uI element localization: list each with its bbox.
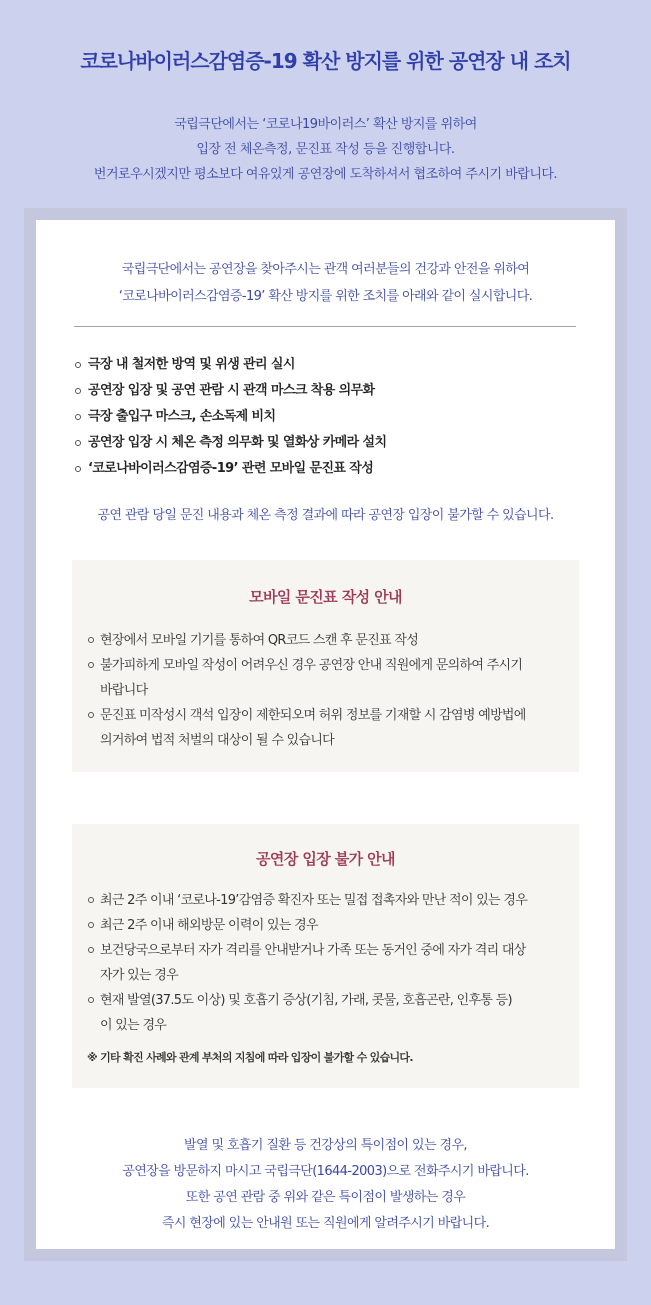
panel-title: 공연장 입장 불가 안내 — [256, 850, 395, 868]
bullet-icon — [75, 466, 81, 472]
panel-note: ※ 기타 확진 사례와 관계 부처의 지침에 따라 입장이 불가할 수 있습니다. — [87, 1051, 413, 1064]
item-line: 의거하여 법적 처벌의 대상이 될 수 있습니다 — [100, 733, 335, 748]
measures-list — [74, 352, 584, 482]
mobile-questionnaire-panel — [72, 560, 579, 772]
page-header — [0, 0, 651, 187]
list-item — [74, 378, 584, 404]
divider — [74, 326, 576, 327]
entry-restriction-panel — [72, 824, 579, 1088]
closing-line: 즉시 현장에 있는 안내원 또는 직원에게 알려주시기 바랍니다. — [161, 1216, 490, 1231]
list-item — [87, 628, 567, 653]
bullet-icon — [75, 388, 81, 394]
list-item — [74, 430, 584, 456]
bullet-icon — [75, 440, 81, 446]
panel-list — [87, 888, 567, 1065]
measure-text: 공연장 입장 시 체온 측정 의무화 및 열화상 카메라 설치 — [88, 435, 387, 450]
list-item — [87, 988, 567, 1038]
bullet-icon — [88, 897, 94, 903]
bullet-icon — [88, 637, 94, 643]
card-intro-line: ‘코로나바이러스감염증-19’ 확산 방지를 위한 조치를 아래와 같이 실시합니다. — [118, 289, 533, 304]
list-item — [87, 703, 567, 753]
item-line: 최근 2주 이내 ‘코로나-19’감염증 확진자 또는 밀접 접촉자와 만난 적이 있는 경우 — [100, 893, 528, 908]
list-item — [74, 456, 584, 482]
intro-line: 국립극단에서는 ‘코로나19바이러스’ 확산 방지를 위하여 — [174, 117, 477, 132]
card-intro-line: 국립극단에서는 공연장을 찾아주시는 관객 여러분들의 건강과 안전을 위하여 — [121, 262, 530, 277]
list-item — [74, 352, 584, 378]
notice-card — [36, 220, 615, 1249]
item-line: 바랍니다 — [100, 683, 148, 698]
item-line: 이 있는 경우 — [100, 1018, 167, 1033]
closing-line: 발열 및 호흡기 질환 등 건강상의 특이점이 있는 경우, — [184, 1138, 467, 1153]
bullet-icon — [88, 662, 94, 668]
closing-line: 공연장을 방문하지 마시고 국립극단(1644-2003)으로 전화주시기 바랍니다. — [122, 1164, 529, 1179]
item-line: 현장에서 모바일 기기를 통하여 QR코드 스캔 후 문진표 작성 — [100, 633, 419, 648]
notice-frame — [24, 208, 627, 1261]
list-item — [87, 888, 567, 913]
intro-line: 번거로우시겠지만 평소보다 여유있게 공연장에 도착하셔서 협조하여 주시기 바랍니다. — [93, 167, 558, 182]
entry-notice: 공연 관람 당일 문진 내용과 체온 측정 결과에 따라 공연장 입장이 불가할 수 있습니다. — [97, 508, 554, 523]
item-line: 문진표 미작성시 객석 입장이 제한되오며 허위 정보를 기재할 시 감염병 예방법에 — [100, 708, 526, 723]
bullet-icon — [88, 922, 94, 928]
bullet-icon — [88, 997, 94, 1003]
measure-text: 극장 출입구 마스크, 손소독제 비치 — [88, 409, 276, 424]
bullet-icon — [75, 414, 81, 420]
item-line: 불가피하게 모바일 작성이 어려우신 경우 공연장 안내 직원에게 문의하여 주시기 — [100, 658, 523, 673]
item-line: 현재 발열(37.5도 이상) 및 호흡기 증상(기침, 가래, 콧물, 호흡곤란, 인후통 등) — [100, 993, 512, 1008]
measure-text: 공연장 입장 및 공연 관람 시 관객 마스크 착용 의무화 — [88, 383, 375, 398]
list-item — [87, 913, 567, 938]
list-item — [87, 938, 567, 988]
item-line: 자가 있는 경우 — [100, 968, 179, 983]
card-intro — [36, 220, 615, 310]
list-item — [87, 653, 567, 703]
bullet-icon — [88, 947, 94, 953]
intro-line: 입장 전 체온측정, 문진표 작성 등을 진행합니다. — [196, 142, 455, 157]
list-item — [74, 404, 584, 430]
measure-text: 극장 내 철저한 방역 및 위생 관리 실시 — [88, 357, 295, 372]
closing-line: 또한 공연 관람 중 위와 같은 특이점이 발생하는 경우 — [185, 1190, 466, 1205]
bullet-icon — [75, 362, 81, 368]
item-line: 보건당국으로부터 자가 격리를 안내받거나 가족 또는 동거인 중에 자가 격리 대상 — [100, 943, 526, 958]
header-intro — [0, 112, 651, 187]
measure-text: ‘코로나바이러스감염증-19’ 관련 모바일 문진표 작성 — [88, 461, 374, 476]
page-title: 코로나바이러스감염증-19 확산 방지를 위한 공연장 내 조치 — [80, 49, 571, 73]
panel-title: 모바일 문진표 작성 안내 — [249, 588, 402, 606]
item-line: 최근 2주 이내 해외방문 이력이 있는 경우 — [100, 918, 318, 933]
closing-message — [36, 1133, 615, 1237]
bullet-icon — [88, 712, 94, 718]
panel-list — [87, 628, 567, 753]
